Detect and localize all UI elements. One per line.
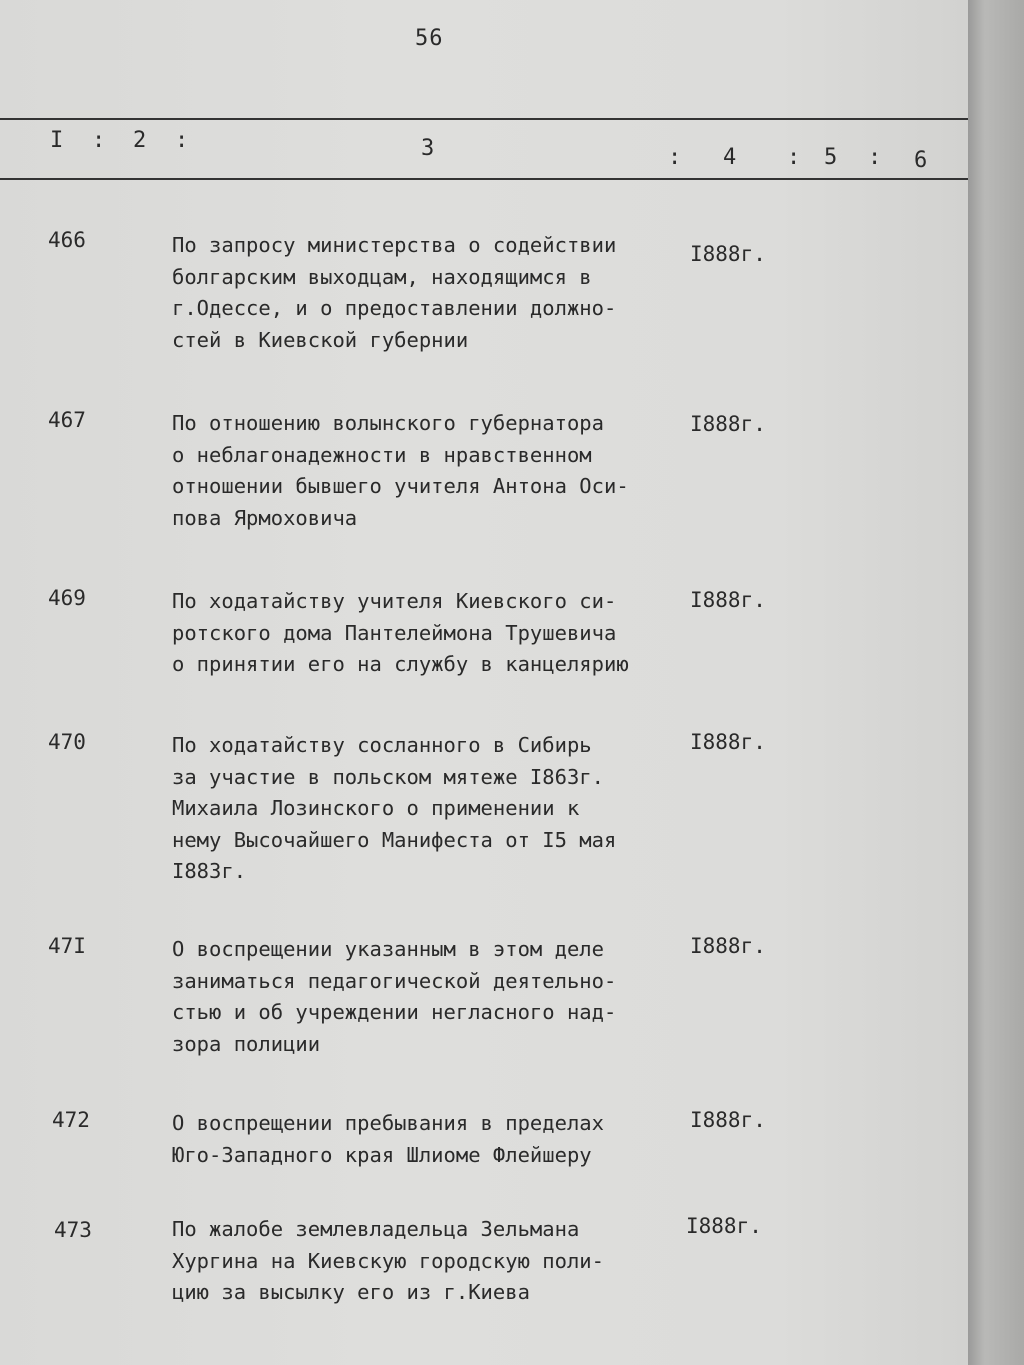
entry-number: 472 [52, 1108, 90, 1132]
entry-number: 467 [48, 408, 86, 432]
entry-year: I888г. [690, 588, 766, 612]
column-header-5: 5 [824, 145, 838, 170]
entry-year: I888г. [690, 730, 766, 754]
entry-number: 473 [54, 1218, 92, 1242]
description-line: ротского дома Пантелеймона Трушевича [172, 620, 617, 645]
description-line: о принятии его на службу в канцелярию [172, 652, 629, 676]
description-line: По жалобе землевладельца Зельмана [172, 1217, 580, 1241]
description-line: Хургина на Киевскую городскую поли- [172, 1248, 604, 1273]
description-line: О воспрещении указанным в этом деле [172, 937, 604, 961]
entry-description [172, 1108, 682, 1171]
description-line: г.Одессе, и о предоставлении должно- [172, 296, 617, 320]
description-line: По ходатайству учителя Киевского си- [172, 589, 617, 613]
description-line: Юго-Западного края Шлиоме Флейшеру [172, 1142, 592, 1167]
entry-year: I888г. [690, 934, 766, 958]
entry-description [172, 730, 682, 888]
column-header-3: 3 [421, 136, 435, 161]
entry-description [172, 408, 682, 534]
entry-number: 466 [48, 228, 86, 252]
column-header-6: 6 [914, 148, 928, 173]
entry-number: 47I [48, 934, 86, 958]
column-separator: : [787, 145, 801, 170]
header-bottom-rule [0, 178, 968, 180]
column-header-1: I [50, 128, 64, 153]
column-separator: : [92, 128, 106, 153]
description-line: По запросу министерства о содействии [172, 233, 617, 257]
description-line: О воспрещении пребывания в пределах [172, 1111, 604, 1135]
description-line: заниматься педагогической деятельно- [172, 968, 617, 993]
entry-description [172, 934, 682, 1060]
description-line: стью и об учреждении негласного над- [172, 1000, 617, 1024]
column-separator: : [868, 145, 882, 170]
description-line: о неблагонадежности в нравственном [172, 442, 592, 467]
description-line: пова Ярмоховича [172, 505, 358, 530]
description-line: за участие в польском мятеже I863г. [172, 764, 604, 789]
entry-number: 470 [48, 730, 86, 754]
entry-description [172, 230, 682, 356]
entry-description [172, 1214, 682, 1309]
entry-year: I888г. [690, 242, 766, 266]
description-line: I883г. [172, 859, 247, 883]
column-header-4: 4 [723, 145, 737, 170]
description-line: болгарским выходцам, находящимся в [172, 264, 592, 289]
column-separator: : [668, 145, 682, 170]
page-number: 56 [415, 26, 444, 51]
description-line: отношении бывшего учителя Антона Оси- [172, 474, 629, 498]
entry-year: I888г. [690, 1108, 766, 1132]
description-line: стей в Киевской губернии [172, 327, 469, 352]
description-line: нему Высочайшего Манифеста от I5 мая [172, 827, 617, 852]
column-separator: : [175, 128, 189, 153]
description-line: Михаила Лозинского о применении к [172, 796, 580, 820]
description-line: цию за высылку его из г.Киева [172, 1280, 530, 1304]
description-line: По ходатайству сосланного в Сибирь [172, 733, 592, 757]
page-edge-shadow [968, 0, 1024, 1365]
entry-year: I888г. [686, 1214, 762, 1238]
entry-description [172, 586, 682, 681]
entry-number: 469 [48, 586, 86, 610]
column-header-2: 2 [133, 128, 147, 153]
description-line: зора полиции [172, 1031, 321, 1056]
description-line: По отношению волынского губернатора [172, 411, 604, 435]
header-top-rule [0, 118, 968, 120]
entry-year: I888г. [690, 412, 766, 436]
